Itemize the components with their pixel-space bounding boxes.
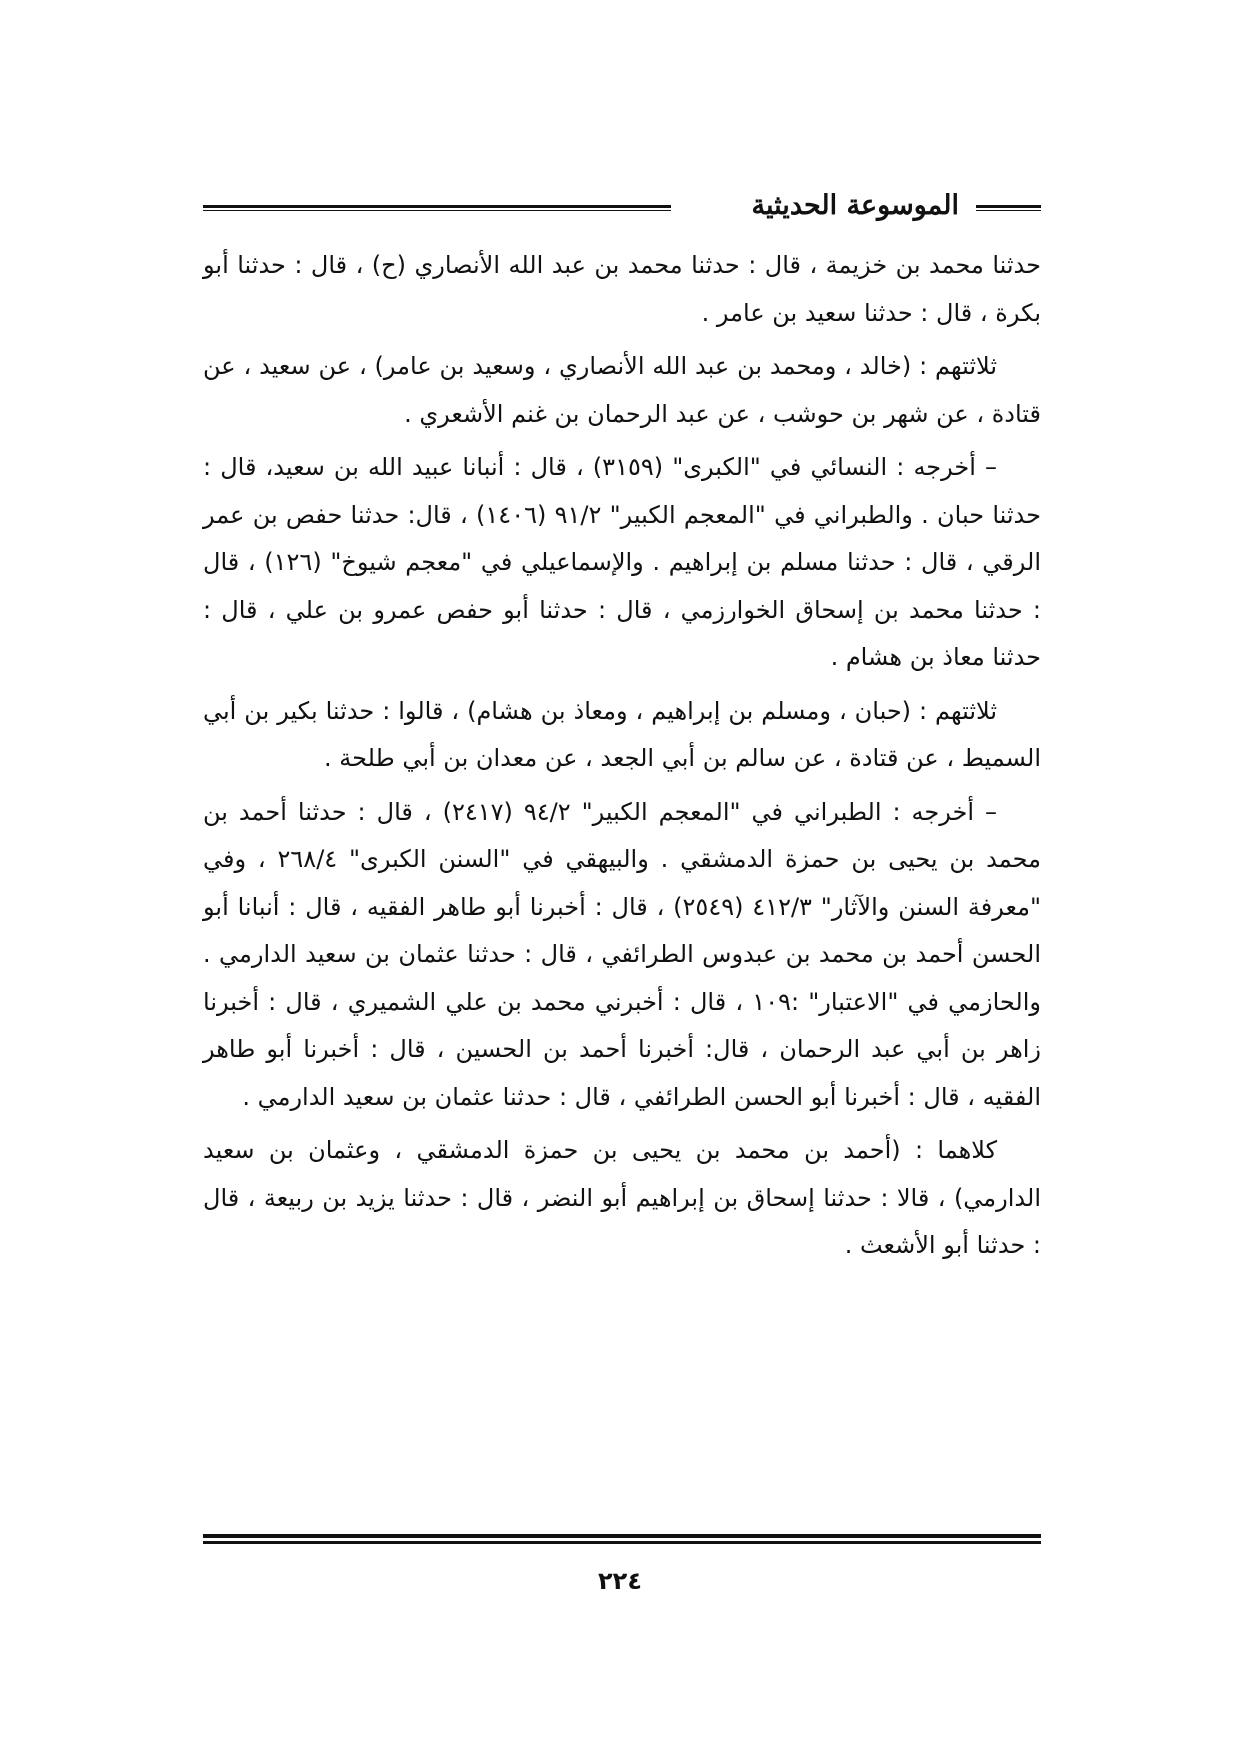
paragraph-takhrij-2: – أخرجه : الطبراني في "المعجم الكبير" ٩٤/٢ (٢٤١٧) ، قال : حدثنا أحمد بن محمد بن يحيى بن حمزة الدمشقي . والبيهقي في "السنن الكبرى" ٢٦٨/٤ ، وفي "معرفة السنن والآثار" ٤١٢/٣ (٢٥٤٩) ، قال : أخبرنا أبو طاهر الفقيه ، قال : أنبانا أبو الحسن أحمد بن محمد بن عبدوس الطرائفي ، قال : حدثنا عثمان بن سعيد الدارمي . والحازمي في "الاعتبار" :١٠٩ ، قال : أخبرني محمد بن علي الشميري ، قال : أخبرنا زاهر بن أبي عبد الرحمان ، قال: أخبرنا أحمد بن الحسين ، قال : أخبرنا أبو طاهر الفقيه ، قال : أخبرنا أبو الحسن الطرائفي ، قال : حدثنا عثمان بن سعيد الدارمي . xyxy=(203,797,1041,1111)
header-rule-left xyxy=(203,205,671,211)
header-title: الموسوعة الحديثية xyxy=(751,190,959,221)
main-text xyxy=(203,242,1041,1276)
page-number: ٢٢٤ xyxy=(598,1567,642,1595)
running-header xyxy=(203,190,1041,232)
paragraph-summary-1: ثلاثتهم : (خالد ، ومحمد بن عبد الله الأنصاري ، وسعيد بن عامر) ، عن سعيد ، عن قتادة ، عن شهر بن حوشب ، عن عبد الرحمان بن غنم الأشعري . xyxy=(203,352,1041,428)
paragraph-summary-2: ثلاثتهم : (حبان ، ومسلم بن إبراهيم ، ومعاذ بن هشام) ، قالوا : حدثنا بكير بن أبي السميط ، عن قتادة ، عن سالم بن أبي الجعد ، عن معدان بن أبي طلحة . xyxy=(203,696,1041,772)
paragraph-chain-1: حدثنا محمد بن خزيمة ، قال : حدثنا محمد بن عبد الله الأنصاري (ح) ، قال : حدثنا أبو بكرة ، قال : حدثنا سعيد بن عامر . xyxy=(203,251,1041,327)
footer-rule xyxy=(203,1534,1041,1544)
paragraph-summary-3: كلاهما : (أحمد بن محمد بن يحيى بن حمزة الدمشقي ، وعثمان بن سعيد الدارمي) ، قالا : حدثنا إسحاق بن إبراهيم أبو النضر ، قال : حدثنا يزيد بن ربيعة ، قال : حدثنا أبو الأشعث . xyxy=(203,1136,1041,1259)
paragraph-takhrij-1: – أخرجه : النسائي في "الكبرى" (٣١٥٩) ، قال : أنبانا عبيد الله بن سعيد، قال : حدثنا حبان . والطبراني في "المعجم الكبير" ٩١/٢ (١٤٠٦) ، قال: حدثنا حفص بن عمر الرقي ، قال : حدثنا مسلم بن إبراهيم . والإسماعيلي في "معجم شيوخ" (١٢٦) ، قال : حدثنا محمد بن إسحاق الخوارزمي ، قال : حدثنا أبو حفص عمرو بن علي ، قال : حدثنا معاذ بن هشام . xyxy=(203,453,1041,671)
header-rule-right xyxy=(976,205,1041,211)
